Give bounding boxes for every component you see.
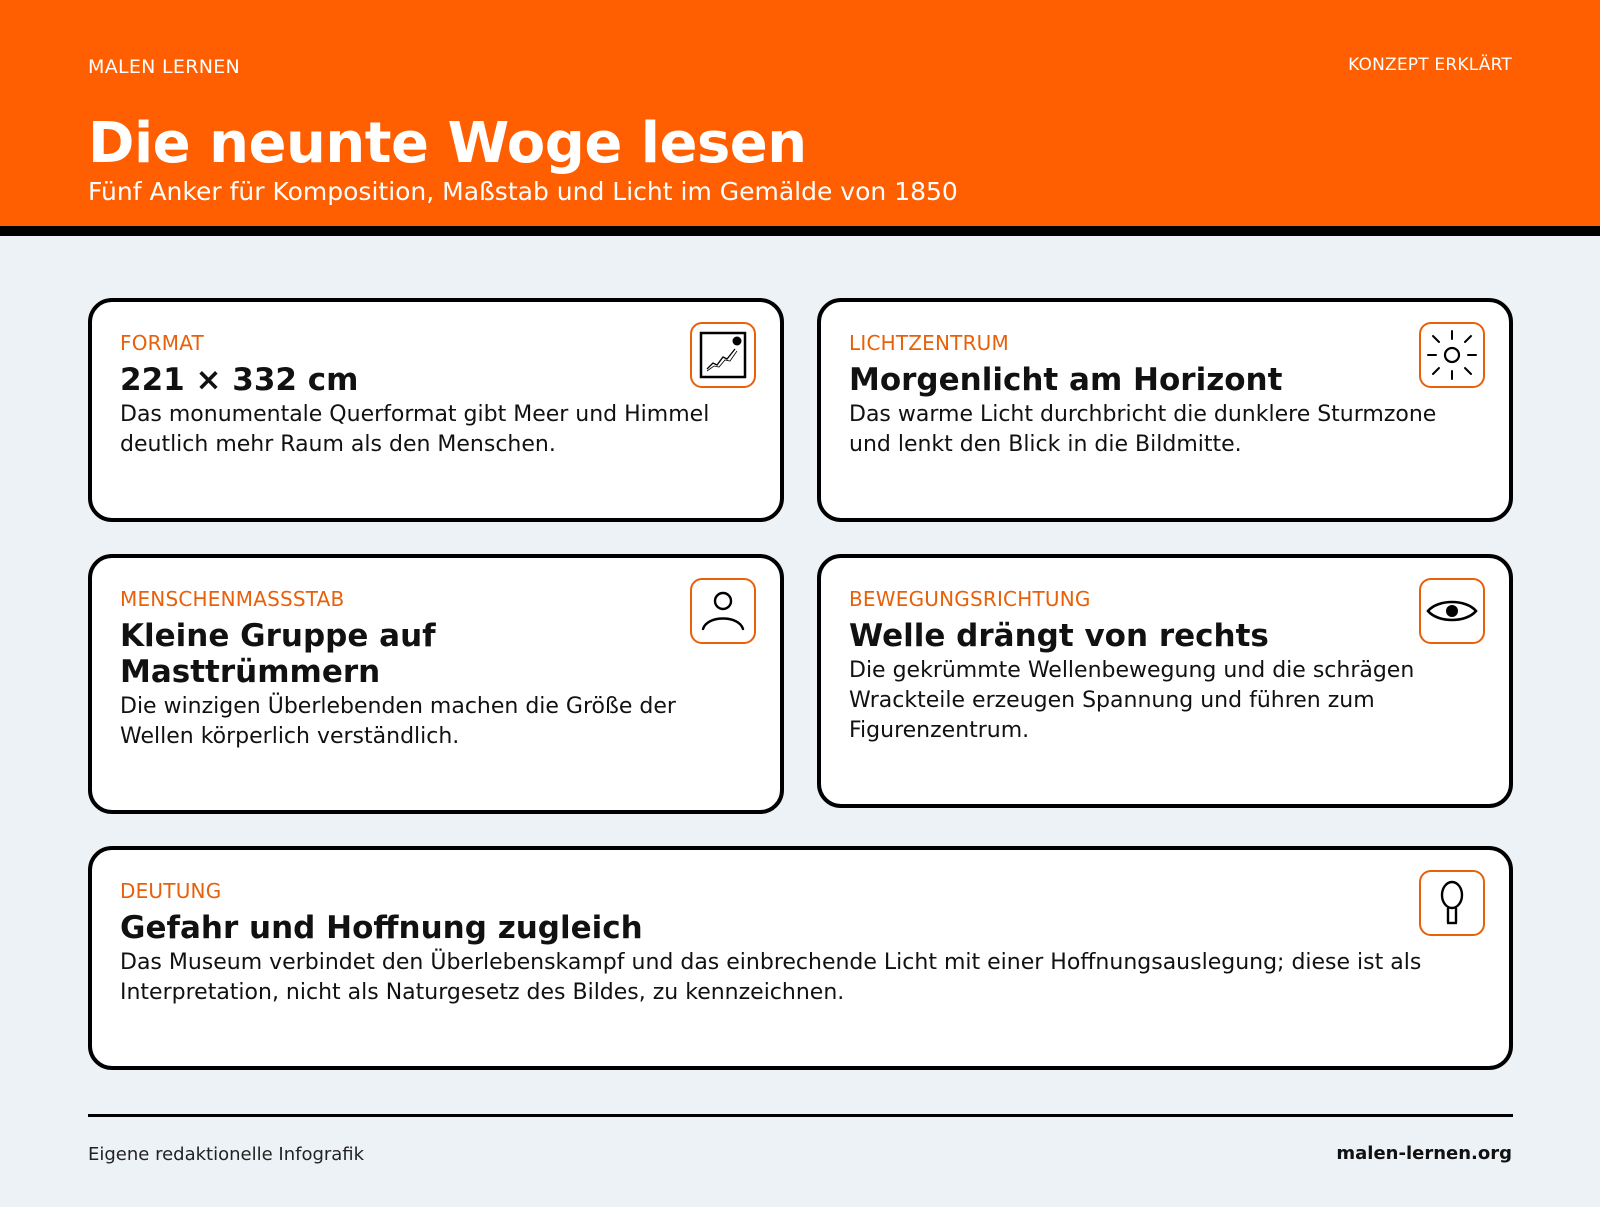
page-subtitle: Fünf Anker für Komposition, Maßstab und Licht im Gemälde von 1850	[88, 177, 958, 206]
card-kicker: MENSCHENMASSSTAB	[120, 587, 345, 611]
card-heading: 221 × 332 cm	[120, 362, 359, 398]
card-body: Das Museum verbindet den Überlebenskampf und das einbrechende Licht mit einer Hoffnungsauslegung; diese ist als Interpretation, nicht als Naturgesetz des Bildes, zu kennzeichnen.	[120, 950, 1422, 1005]
lightbulb-icon	[1419, 870, 1485, 936]
sun-icon	[1419, 322, 1485, 388]
card-kicker: BEWEGUNGSRICHTUNG	[849, 587, 1091, 611]
card-heading: Welle drängt von rechts	[849, 618, 1269, 654]
header-divider	[0, 226, 1600, 236]
canvas-chart-icon	[690, 322, 756, 388]
card-body: Die gekrümmte Wellenbewegung und die schrägen Wrackteile erzeugen Spannung und führen zum Figurenzentrum.	[849, 658, 1415, 743]
card-kicker: DEUTUNG	[120, 879, 222, 903]
person-icon	[690, 578, 756, 644]
page-title: Die neunte Woge lesen	[88, 111, 807, 176]
page-header	[0, 0, 1600, 226]
brand-label: MALEN LERNEN	[88, 56, 241, 78]
header-tag: KONZEPT ERKLÄRT	[1348, 55, 1512, 75]
card-body: Das warme Licht durchbricht die dunklere Sturmzone und lenkt den Blick in die Bildmitte.	[849, 402, 1437, 457]
footer-site-link[interactable]: malen-lernen.org	[1336, 1143, 1512, 1164]
card-kicker: FORMAT	[120, 331, 204, 355]
card-deutung	[88, 846, 1513, 1070]
card-format	[88, 298, 784, 522]
eye-icon	[1419, 578, 1485, 644]
card-menschenmassstab	[88, 554, 784, 814]
card-heading: Kleine Gruppe auf Masttrümmern	[120, 618, 436, 690]
card-body: Die winzigen Überlebenden machen die Größe der Wellen körperlich verständlich.	[120, 694, 676, 749]
card-heading: Morgenlicht am Horizont	[849, 362, 1283, 398]
card-heading: Gefahr und Hoffnung zugleich	[120, 910, 643, 946]
card-bewegungsrichtung	[817, 554, 1513, 808]
footer-note: Eigene redaktionelle Infografik	[88, 1144, 365, 1165]
card-lichtzentrum	[817, 298, 1513, 522]
card-kicker: LICHTZENTRUM	[849, 331, 1009, 355]
card-body: Das monumentale Querformat gibt Meer und Himmel deutlich mehr Raum als den Menschen.	[120, 402, 710, 457]
footer-divider	[88, 1114, 1513, 1117]
